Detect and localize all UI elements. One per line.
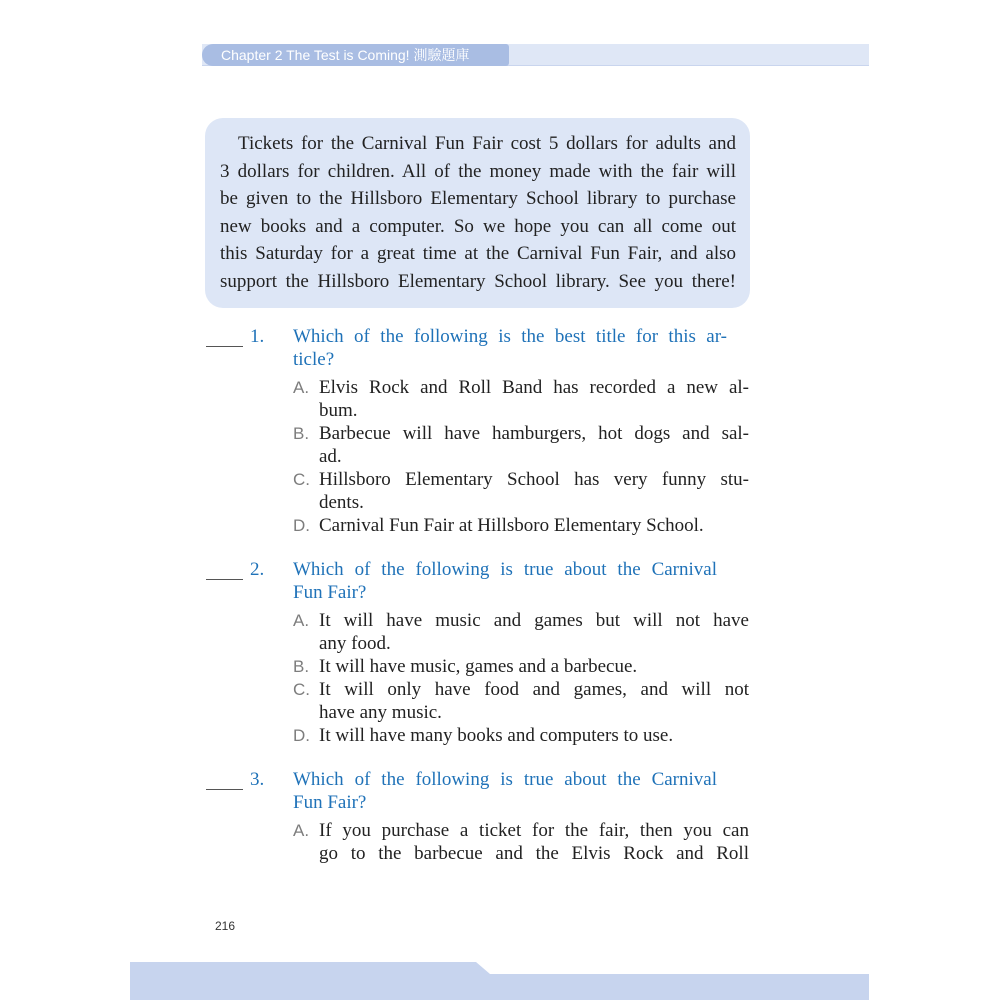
- option-text[interactable]: It will have many books and computers to use.: [319, 725, 674, 746]
- passage-line: be given to the Hillsboro Elementary School library to purchase: [220, 188, 736, 210]
- option-letter[interactable]: C.: [293, 470, 310, 489]
- answer-blank-3[interactable]: [206, 789, 243, 790]
- question-text: Fun Fair?: [293, 792, 367, 813]
- option-text[interactable]: If you purchase a ticket for the fair, then you can: [319, 820, 749, 841]
- question-text: ticle?: [293, 349, 335, 370]
- passage-line: 3 dollars for children. All of the money made with the fair will: [220, 160, 736, 182]
- option-text[interactable]: go to the barbecue and the Elvis Rock and Roll: [319, 843, 749, 864]
- option-text[interactable]: It will have music, games and a barbecue.: [319, 656, 638, 677]
- option-text[interactable]: It will have music and games but will not have: [319, 610, 749, 631]
- reading-passage: [205, 118, 750, 308]
- option-text[interactable]: It will only have food and games, and will not: [319, 679, 749, 700]
- option-text[interactable]: Carnival Fun Fair at Hillsboro Elementary School.: [319, 515, 704, 536]
- question-number: 2.: [250, 559, 265, 580]
- footer-notch: [476, 962, 869, 974]
- option-letter[interactable]: A.: [293, 378, 310, 397]
- option-letter[interactable]: A.: [293, 821, 310, 840]
- page-number: 216: [215, 919, 236, 933]
- question-text: Fun Fair?: [293, 582, 367, 603]
- question-text: Which of the following is true about the Carnival: [293, 769, 717, 790]
- option-text[interactable]: Barbecue will have hamburgers, hot dogs and sal-: [319, 423, 749, 444]
- passage-line: support the Hillsboro Elementary School library. See you there!: [220, 270, 736, 292]
- option-text[interactable]: Hillsboro Elementary School has very funny stu-: [319, 469, 749, 490]
- answer-blank-1[interactable]: [206, 346, 243, 347]
- option-letter[interactable]: B.: [293, 424, 310, 443]
- option-text[interactable]: any food.: [319, 633, 391, 654]
- question-text: Which of the following is the best title for this ar-: [293, 326, 727, 347]
- question-text: Which of the following is true about the Carnival: [293, 559, 717, 580]
- answer-blank-2[interactable]: [206, 579, 243, 580]
- question-number: 1.: [250, 326, 265, 347]
- option-text[interactable]: bum.: [319, 400, 358, 421]
- passage-line: new books and a computer. So we hope you can all come out: [220, 215, 736, 237]
- option-letter[interactable]: D.: [293, 726, 310, 745]
- option-letter[interactable]: C.: [293, 680, 310, 699]
- option-text[interactable]: ad.: [319, 446, 342, 467]
- passage-line: Tickets for the Carnival Fun Fair cost 5 dollars for adults and: [238, 133, 736, 154]
- option-text[interactable]: have any music.: [319, 702, 442, 723]
- question-number: 3.: [250, 769, 265, 790]
- option-text[interactable]: dents.: [319, 492, 364, 513]
- chapter-header-title: Chapter 2 The Test is Coming! 測驗題庫: [202, 44, 509, 66]
- option-text[interactable]: Elvis Rock and Roll Band has recorded a new al-: [319, 377, 749, 398]
- option-letter[interactable]: B.: [293, 657, 310, 676]
- option-letter[interactable]: D.: [293, 516, 310, 535]
- option-letter[interactable]: A.: [293, 611, 310, 630]
- passage-line: this Saturday for a great time at the Carnival Fun Fair, and also: [220, 243, 736, 265]
